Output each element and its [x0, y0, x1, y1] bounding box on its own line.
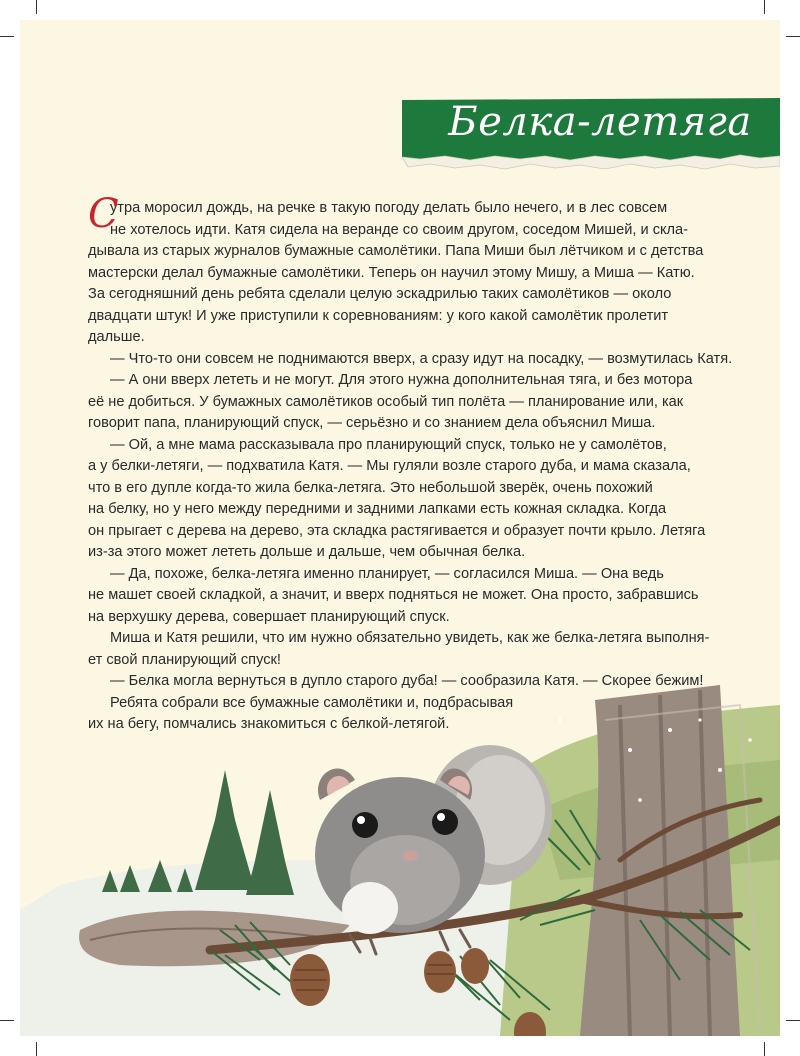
text-line: Ребята собрали все бумажные самолётики и, подбрасывая: [110, 694, 514, 711]
story-text: [88, 191, 733, 736]
crop-mark: [36, 0, 37, 14]
text-line: За сегодняшний день ребята сделали целую эскадрилью таких самолётиков — около: [88, 286, 672, 302]
squirrel-eye: [432, 809, 458, 835]
text-line: дальше.: [88, 329, 145, 345]
page-title: Белка-летяга: [448, 99, 752, 145]
squirrel-eye: [352, 812, 378, 838]
title-banner: [390, 78, 780, 178]
crop-mark: [0, 1020, 14, 1021]
text-line: — Ой, а мне мама рассказывала про планирующий спуск, только не у самолётов,: [110, 436, 667, 453]
text-line: — Белка могла вернуться в дупло старого дуба! — сообразила Катя. — Скорее бежим!: [110, 673, 704, 689]
crop-mark: [0, 36, 14, 37]
text-line: не хотелось идти. Катя сидела на веранде со своим другом, соседом Мишей, и скла-: [110, 221, 689, 238]
text-line: он прыгает с дерева на дерево, эта складка растягивается и образует почти крыло. Летяга: [88, 522, 706, 539]
text-line: на верхушку дерева, совершает планирующий спуск.: [88, 608, 450, 625]
text-line: двадцати штук! И уже приступили к соревнованиям: у кого какой самолётик пролетит: [88, 307, 669, 324]
text-line: говорит папа, планирующий спуск, — серьёзно и со знанием дела объяснил Миша.: [88, 415, 656, 431]
flying-squirrel-illustration: [20, 660, 780, 1036]
text-line: Миша и Катя решили, что им нужно обязательно увидеть, как же белка-летяга выполня-: [110, 630, 710, 646]
text-line: — Да, похоже, белка-летяга именно планирует, — согласился Миша. — Она ведь: [110, 565, 664, 582]
text-line: их на бегу, помчались знакомиться с белкой-летягой.: [88, 716, 450, 732]
text-line: утра моросил дождь, на речке в такую погоду делать было нечего, и в лес совсем: [110, 200, 668, 216]
crop-mark: [786, 36, 800, 37]
book-page: [20, 20, 780, 1036]
text-line: мастерски делал бумажные самолётики. Теперь он научил этому Мишу, а Миша — Катю.: [88, 264, 695, 281]
text-line: а у белки-летяги, — подхватила Катя. — Мы гуляли возле старого дуба, и мама сказала,: [88, 458, 691, 474]
text-line: — Что-то они совсем не поднимаются вверх, а сразу идут на посадку, — возмутилась Катя.: [110, 350, 733, 367]
text-line: — А они вверх лететь и не могут. Для этого нужна дополнительная тяга, и без мотора: [110, 372, 693, 388]
crop-mark: [764, 1042, 765, 1056]
text-line: что в его дупле когда-то жила белка-летяга. Это небольшой зверёк, очень похожий: [88, 479, 653, 496]
text-line: на белку, но у него между передними и задними лапками есть кожная складка. Когда: [88, 501, 667, 517]
text-line: её не добиться. У бумажных самолётиков особый тип полёта — планирование или, как: [88, 393, 684, 410]
text-line: не машет своей складкой, а значит, и вверх подняться не может. Она просто, забравшись: [88, 587, 699, 603]
text-line: ет свой планирующий спуск!: [88, 651, 281, 668]
crop-mark: [786, 1020, 800, 1021]
text-line: из-за этого может лететь дольше и дальше, чем обычная белка.: [88, 544, 526, 560]
crop-mark: [764, 0, 765, 14]
drop-cap: С: [88, 191, 119, 237]
text-line: дывала из старых журналов бумажные самолётики. Папа Миши был лётчиком и с детства: [88, 243, 704, 259]
crop-mark: [36, 1042, 37, 1056]
